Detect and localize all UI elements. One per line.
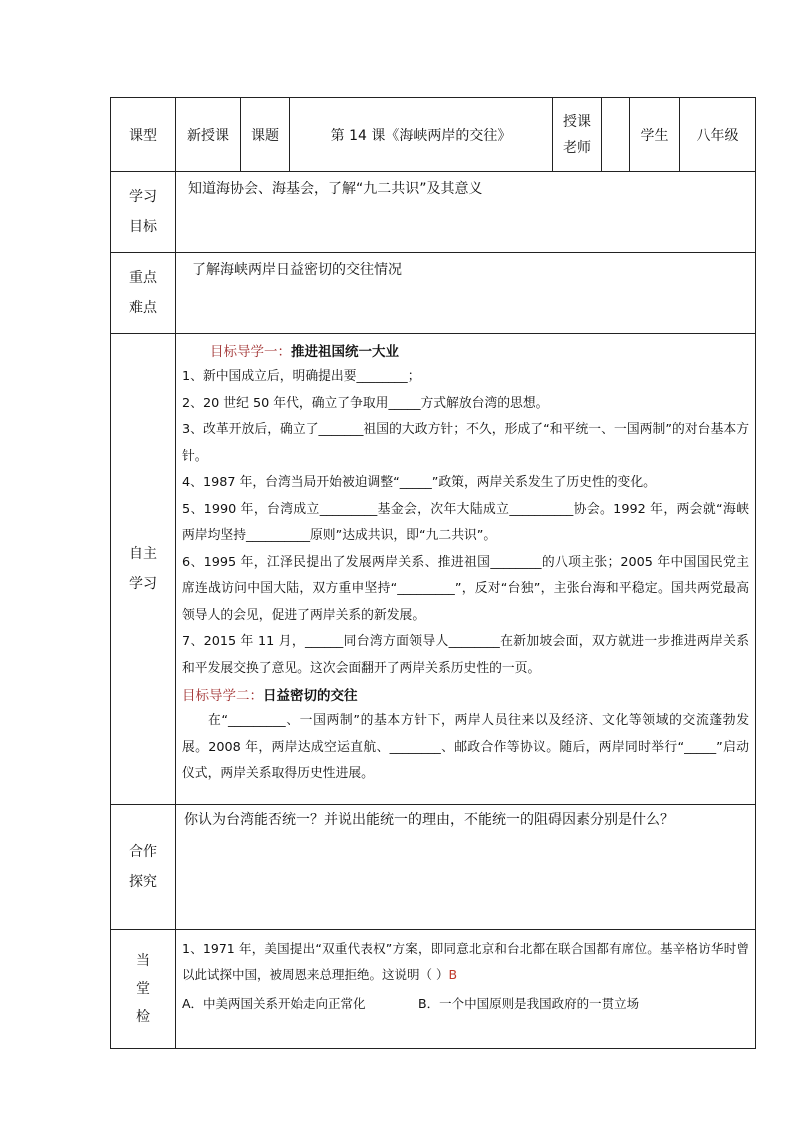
self-study-label-line2: 学习 <box>129 576 157 592</box>
study-item-7: 7、2015 年 11 月，______同台湾方面领导人________在新加坡会面，双方就进一步推进两岸关系和平发展交换了意见。这次会面翻开了两岸关系历史性的一页。 <box>182 634 749 676</box>
check-label-line3: 检 <box>136 1009 150 1025</box>
section2-heading <box>182 684 749 704</box>
section2-label: 目标导学二： <box>182 688 263 704</box>
teacher-label-line1: 授课 <box>563 113 591 130</box>
check-label-line2: 堂 <box>136 981 150 997</box>
teacher-label-line2: 老师 <box>563 139 591 156</box>
section1-title: 推进祖国统一大业 <box>291 344 399 360</box>
self-study-content <box>176 334 756 805</box>
self-study-label-line1: 自主 <box>129 546 157 562</box>
topic-value: 第 14 课《海峡两岸的交往》 <box>290 98 553 172</box>
header-row <box>111 98 756 172</box>
study-item-2: 2、20 世纪 50 年代，确立了争取用_____方式解放台湾的思想。 <box>182 395 549 411</box>
key-label <box>111 253 176 334</box>
goal-label-line2: 目标 <box>129 219 157 235</box>
key-label-line1: 重点 <box>129 270 157 286</box>
teacher-value <box>602 98 630 172</box>
goal-label <box>111 172 176 253</box>
cooperation-label-line2: 探究 <box>129 874 157 890</box>
lesson-type-value: 新授课 <box>176 98 241 172</box>
cooperation-text: 你认为台湾能否统一？并说出能统一的理由，不能统一的阻碍因素分别是什么？ <box>176 805 756 930</box>
study-item-3: 3、改革开放后，确立了_______祖国的大政方针；不久，形成了“和平统一、一国两制”的对台基本方针。 <box>182 422 749 464</box>
teacher-label <box>553 98 602 172</box>
lesson-type-label: 课型 <box>111 98 176 172</box>
study-item-6: 6、1995 年，江泽民提出了发展两岸关系、推进祖国________的八项主张；2005 年中国国民党主席连战访问中国大陆，双方重申坚持“_________”，反对“台独”，主张台海和平稳定。国共两党最高领导人的会见，促进了两岸关系的新发展。 <box>182 554 749 623</box>
check-options <box>182 990 749 1018</box>
section2-text: 在“_________、一国两制”的基本方针下，两岸人员往来以及经济、文化等领域的交流蓬勃发展。2008 年，两岸达成空运直航、________、邮政合作等协议。随后，两岸同时举行“_____”启动仪式，两岸关系取得历史性进展。 <box>182 713 749 781</box>
check-question <box>182 936 749 988</box>
study-item-5: 5、1990 年，台湾成立_________基金会，次年大陆成立__________协会。1992 年，两会就“海峡两岸均坚持__________原则”达成共识，即“九二共识”。 <box>182 501 749 543</box>
check-label <box>111 930 176 1049</box>
option-a: A．中美两国关系开始走向正常化 <box>182 996 366 1011</box>
topic-label: 课题 <box>241 98 290 172</box>
cooperation-label-line1: 合作 <box>129 844 157 860</box>
goal-label-line1: 学习 <box>129 189 157 205</box>
section2-title: 日益密切的交往 <box>263 688 358 704</box>
study-item-4: 4、1987 年，台湾当局开始被迫调整“_____”政策，两岸关系发生了历史性的变化。 <box>182 475 656 490</box>
key-label-line2: 难点 <box>129 300 157 316</box>
self-study-row <box>111 334 756 805</box>
lesson-plan-table <box>110 97 756 1049</box>
cooperation-label <box>111 805 176 930</box>
check-answer: B <box>448 967 458 982</box>
check-question-text: 1、1971 年，美国提出“双重代表权”方案，即同意北京和台北都在联合国都有席位。基辛格访华时曾以此试探中国，被周恩来总理拒绝。这说明（ ） <box>182 941 749 982</box>
option-b: B．一个中国原则是我国政府的一贯立场 <box>418 996 640 1011</box>
cooperation-row <box>111 805 756 930</box>
student-label: 学生 <box>630 98 680 172</box>
key-row <box>111 253 756 334</box>
section1-heading <box>182 340 749 360</box>
grade-value: 八年级 <box>680 98 756 172</box>
goal-row <box>111 172 756 253</box>
section1-label: 目标导学一： <box>210 344 291 360</box>
check-content <box>176 930 756 1049</box>
key-text: 了解海峡两岸日益密切的交往情况 <box>176 253 756 334</box>
check-label-line1: 当 <box>136 953 150 969</box>
self-study-label <box>111 334 176 805</box>
goal-text: 知道海协会、海基会，了解“九二共识”及其意义 <box>176 172 756 253</box>
check-row <box>111 930 756 1049</box>
study-item-1: 1、新中国成立后，明确提出要________； <box>182 369 421 384</box>
